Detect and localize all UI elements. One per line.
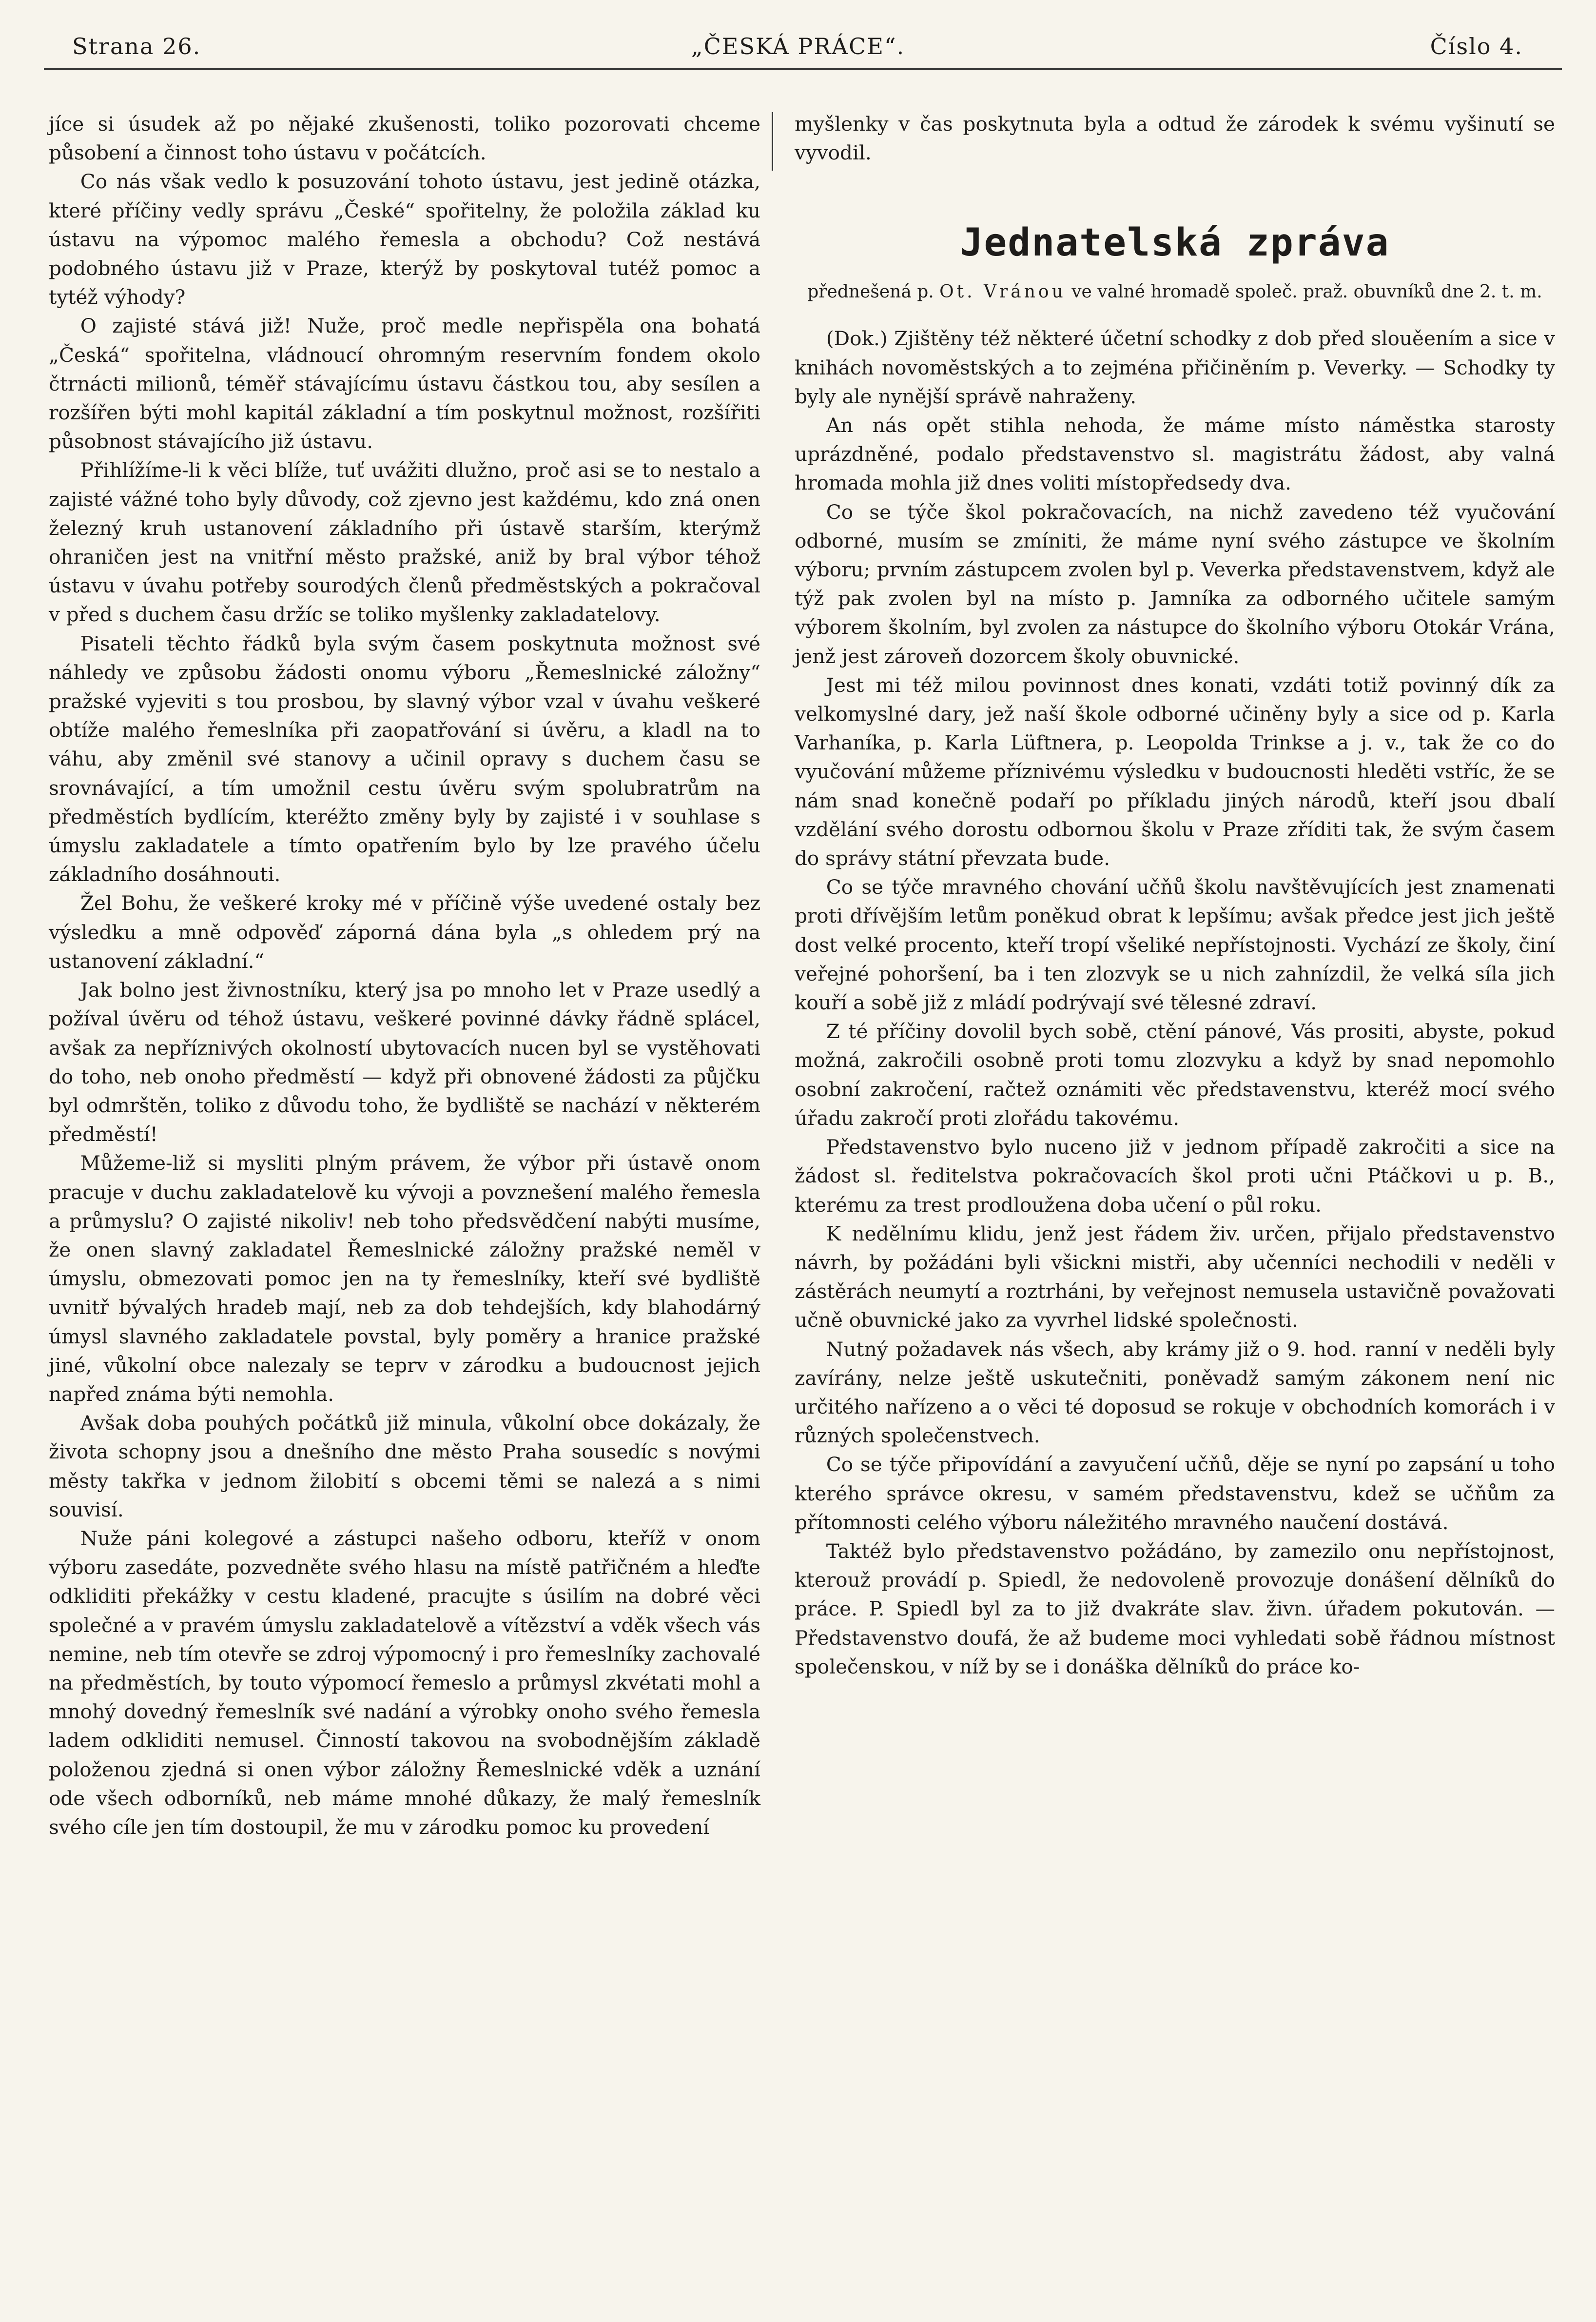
masthead-title: „ČESKÁ PRÁCE“. xyxy=(691,33,905,59)
paragraph: Co se týče škol pokračovacích, na nichž zavedeno též vyučování odborné, musím se zmíniti, že máme nyní svého zástupce ve školním výboru; prvním zástupcem zvolen byl p. Veverka představenstvem, když ale týž pak zvolen byl na místo p. Jamníka za odborného učitele samým výborem školním, byl zvolen za nástupce do školního výboru Otokár Vrána, jenž jest zároveň dozorcem školy obuvnické. xyxy=(795,500,1555,668)
paragraph: Co se týče připovídání a zavyučení učňů, děje se nyní po zapsání u toho kterého správce okresu, v samém představenstvu, kdež se učňům za přítomnosti celého výboru náležitého mravného naučení dostává. xyxy=(795,1453,1555,1534)
article-subtitle xyxy=(795,279,1555,305)
paragraph: Žel Bohu, že veškeré kroky mé v příčině výše uvedené ostaly bez výsledku a mně odpověď záporná dána byla „s ohledem prý na ustanovení základní.“ xyxy=(49,891,760,973)
page-number: Strana 26. xyxy=(72,33,201,59)
paragraph: Představenstvo bylo nuceno již v jednom případě zakročiti a sice na žádost sl. ředitelstva pokračovacích škol proti učni Ptáčkovi u p. B., kterému za trest prodloužena doba učení o půl roku. xyxy=(795,1135,1555,1217)
paragraph: Nuže páni kolegové a zástupci našeho odboru, kteříž v onom výboru zasedáte, pozvedněte svého hlasu na místě patřičném a hleďte odkliditi překážky v cestu kladené, pracujte s úsilím na dobré věci společné a v pravém úmyslu zakladatelově a vítězství a vděk všech vás nemine, neb tím otevře se zdroj výpomocný i pro řemeslníky zachovalé na předměstích, by touto výpomocí řemeslo a průmysl zkvétati mohl a mnohý dovedný řemeslník své nadání a výrobky onoho svého řemesla ladem odkliditi nemusel. Činností takovou na svobodnějším základě položenou zjedná si onen výbor záložny Řemeslnické vděk a uznání ode všech odborníků, neb máme mnohé důkazy, že malý řemeslník svého cíle jen tím dostoupil, že mu v zárodku pomoc ku provedení xyxy=(49,1526,760,1839)
right-column xyxy=(795,110,1555,1681)
paragraph: K nedělnímu klidu, jenž jest řádem živ. určen, přijalo představenstvo návrh, by požádáni byli všickni mistři, aby učenníci nechodili v neděli v zástěrách neumytí a roztrháni, by veřejnost nemusela ustavičně považovati učně obuvnické jako za vyvrhel lidské společnosti. xyxy=(795,1221,1555,1332)
report-body xyxy=(795,324,1555,1681)
paragraph: Co nás však vedlo k posuzování tohoto ústavu, jest jedině otázka, které příčiny vedly správu „České“ spořitelny, že položila základ ku ústavu na výpomoc malého řemesla a obchodu? Což nestává podobného ústavu již v Praze, kterýž by poskytoval tutéž pomoc a tytéž výhody? xyxy=(49,170,760,309)
column-divider xyxy=(772,112,773,171)
paragraph: Jest mi též milou povinnost dnes konati, vzdáti totiž povinný dík za velkomyslné dary, jež naší škole odborné učiněny byly a sice od p. Karla Varhaníka, p. Karla Lüftnera, p. Leopolda Trinkse a j. v., tak že co do vyučování můžeme příznivému výsledku v budoucnosti hleděti vstříc, že se nám snad konečně podaří po příkladu jiných národů, kteří jsou dbalí vzdělání svého dorostu odbornou školu v Praze zříditi tak, že svým časem do správy státní převzata bude. xyxy=(795,673,1555,870)
paragraph: O zajisté stává již! Nuže, proč medle nepřispěla ona bohatá „Česká“ spořitelna, vládnoucí ohromným reservním fondem okolo čtrnácti milionů, téměř stávajícímu ústavu částkou tou, aby sesílen a rozšířen býti mohl kapitál základní a tím poskytnul možnost, rozšířiti působnost stávajícího již ústavu. xyxy=(49,314,760,453)
article-title: Jednatelská zpráva xyxy=(960,221,1390,265)
left-column xyxy=(49,110,760,1842)
paragraph: An nás opět stihla nehoda, že máme místo náměstka starosty uprázdněné, podalo představenstvo sl. magistrátu žádost, aby valná hromada mohla již dnes voliti místopředsedy dva. xyxy=(795,413,1555,495)
issue-number: Číslo 4. xyxy=(1430,33,1523,59)
paragraph: Avšak doba pouhých počátků již minula, vůkolní obce dokázaly, že života schopny jsou a dnešního dne město Praha sousedíc s novými městy takřka v jednom žilobití s obcemi těmi se nalezá a s nimi souvisí. xyxy=(49,1411,760,1521)
paragraph: Nutný požadavek nás všech, aby krámy již o 9. hod. ranní v neděli byly zavírány, nelze ještě uskutečniti, poněvadž samým zákonem není nic určitého nařízeno a o věci té doposud se rokuje v obchodních komorách i v různých společenstvech. xyxy=(795,1337,1555,1448)
paragraph: Přihlížíme-li k věci blíže, tuť uvážiti dlužno, proč asi se to nestalo a zajisté vážné toho byly důvody, což zjevno jest každému, kdo zná onen železný kruh ustanovení základního při ústavě starším, kterýmž ohraničen jest na vnitřní město pražské, aniž by bral výbor téhož ústavu v úvahu potřeby sourodých členů předměstských a pokračoval v před s duchem času držíc se toliko myšlenky zakladatelovy. xyxy=(49,458,760,627)
paragraph: Z té příčiny dovolil bych sobě, ctění pánové, Vás prositi, abyste, pokud možná, zakročili osobně proti tomu zlozvyku a když by snad nepomohlo osobní zakročení, račtež oznámiti věc představenstvu, kteréž mocí svého úřadu zakročí proti zlořádu takovému. xyxy=(795,1020,1555,1130)
paragraph: Můžeme-liž si mysliti plným právem, že výbor při ústavě onom pracuje v duchu zakladatelově ku vývoji a povznešení malého řemesla a průmyslu? O zajisté nikoliv! neb toho předsvědčení nabýti musíme, že onen slavný zakladatel Řemeslnické záložny pražské neměl v úmyslu, obmezovati pomoc jen na ty řemeslníky, kteří své bydliště uvnitř bývalých hradeb mají, neb za dob tehdejších, kdy blahodárný úmysl slavného zakladatele povstal, byly poměry a hranice pražské jiné, vůkolní obce nalezaly se teprv v zárodku a budoucnost jejich napřed známa býti nemohla. xyxy=(49,1151,760,1406)
right-column-continuation: myšlenky v čas poskytnuta byla a odtud že zárodek k svému vyšinutí se vyvodil. xyxy=(795,112,1555,165)
paragraph: Co se týče mravného chování učňů školu navštěvujících jest znamenati proti dřívějším letům poněkud obrat k lepšímu; avšak předce jest jich ještě dost velké procento, kteří tropí všeliké nepřístojnosti. Vychází ze školy, činí veřejné pohoršení, ba i ten zlozvyk se u nich zahnízdil, že velká síla jich kouří a sobě již z mládí podrývají své tělesné zdraví. xyxy=(795,875,1555,1015)
paragraph: Pisateli těchto řádků byla svým časem poskytnuta možnost své náhledy ve způsobu žádosti onomu výboru „Řemeslnické záložny“ pražské vyjeviti s tou prosbou, by slavný výbor vzal v úvahu veškeré obtíže malého řemeslníka při zaopatřování si úvěru, a kladl na to váhu, aby změnil své stanovy a učinil opravy s duchem času se srovnávající, a tím umožnil cestu úvěru svým spolubratrům na předměstích bydlícím, kteréžto změny byly by zajisté i v souhlase s úmyslu zakladatele a tímto opatřením bylo by lze pravého účelu základního dosáhnouti. xyxy=(49,631,760,886)
paragraph: Taktéž bylo představenstvo požádáno, by zamezilo onu nepřístojnost, kterouž provádí p. Spiedl, že nedovoleně provozuje donášení dělníků do práce. P. Spiedl byl za to již dvakráte slav. živn. úřadem pokutován. — Představenstvo doufá, že až budeme moci vyhledati sobě řádnou místnost společenskou, v níž by se i donáška dělníků do práce ko- xyxy=(795,1539,1555,1678)
subtitle-suffix: ve valné hromadě společ. praž. obuvníků dne 2. t. m. xyxy=(1071,282,1542,302)
paragraph: Jak bolno jest živnostníku, který jsa po mnoho let v Praze usedlý a požíval úvěru od téhož ústavu, veškeré povinné dávky řádně splácel, avšak za nepříznivých okolností ubytovacích nucen byl se vystěhovati do toho, neb onoho předměstí — když při obnovené žádosti za půjčku byl odmrštěn, toliko z důvodu toho, že bydliště se nachází v některém předměstí! xyxy=(49,978,760,1146)
subtitle-prefix: přednešená p. xyxy=(807,282,934,302)
header-rule xyxy=(44,68,1562,70)
paragraph: (Dok.) Zjištěny též některé účetní schodky z dob před slouěením a sice v knihách novoměstských a to zejména přičiněním p. Veverky. — Schodky ty byly ale nynější správě nahraženy. xyxy=(795,327,1555,408)
subtitle-author: Ot. Vránou xyxy=(939,282,1066,302)
page-header xyxy=(49,33,1547,62)
paragraph: jíce si úsudek až po nějaké zkušenosti, toliko pozorovati chceme působení a činnost toho ústavu v počátcích. xyxy=(49,112,760,165)
